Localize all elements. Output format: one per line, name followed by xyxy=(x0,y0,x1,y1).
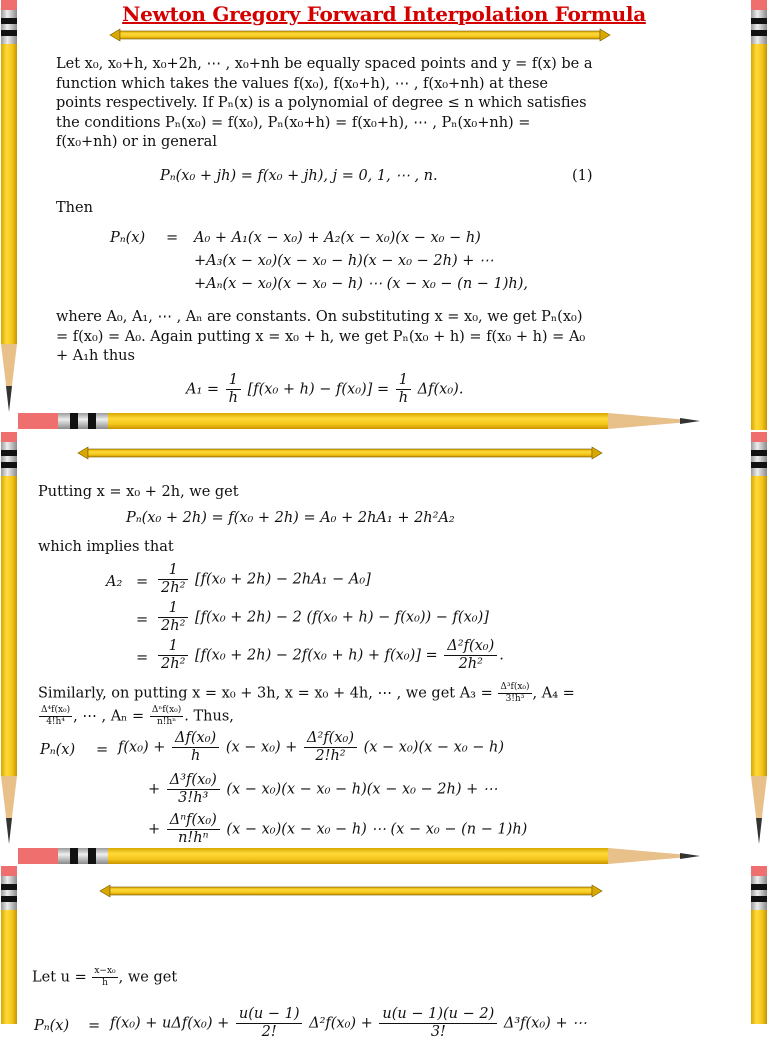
equation-1-number: (1) xyxy=(572,168,593,184)
pn-term-line-1: f(x₀) + $\frac{\text{Δf(x₀)}}{h}$ (x − x₀) + $\frac{\text{Δ²f(x₀)}}{\text{2!h²}}$ (x − x₀)(x − x₀ − h) xyxy=(118,730,505,764)
a2-lhs: A₂ xyxy=(106,574,123,590)
where-paragraph: where A₀, A₁, ⋯ , Aₙ are constants. On substituting x = x₀, we get Pₙ(x₀) = f(x₀) = A₀. Again putting x = x₀ + h, we get Pₙ(x₀ + h) = f(x₀ + h) = A₀ + A₁h thus xyxy=(56,309,586,364)
a2-line-1: $\frac{1}{\text{2h²}}$ [f(x₀ + 2h) − 2hA₁ − A₀] xyxy=(156,562,371,597)
a1-end: Δf(x₀). xyxy=(417,381,464,398)
implies-text: which implies that xyxy=(38,539,174,555)
pn-equals-3: = xyxy=(88,1018,101,1034)
page-title: Newton Gregory Forward Interpolation Formula xyxy=(122,2,646,26)
pn-u-form: f(x₀) + uΔf(x₀) + $\frac{u(u - 1)}{2!}$ Δ²f(x₀) + $\frac{u(u - 1)(u - 2)}{3!}$ Δ³f(x₀) + ⋯ xyxy=(110,1006,587,1040)
a2-line-3: $\frac{1}{\text{2h²}}$ [f(x₀ + 2h) − 2f(x₀ + h) + f(x₀)] = $\frac{\text{Δ²f(x₀)}}{\text{2h²}}$ . xyxy=(156,638,504,673)
equation-1: Pₙ(x₀ + jh) = f(x₀ + jh), j = 0, 1, ⋯ , n. xyxy=(160,168,438,184)
pn-lhs-2: Pₙ(x) xyxy=(40,742,76,758)
right-pencil-icon xyxy=(750,432,768,865)
p2h-equation: Pₙ(x₀ + 2h) = f(x₀ + 2h) = A₀ + 2hA₁ + 2h²A₂ xyxy=(126,510,455,526)
title-rail-icon xyxy=(110,28,610,42)
putting-text: Putting x = x₀ + 2h, we get xyxy=(38,484,239,500)
a1-equation xyxy=(186,372,463,407)
pn-term-line-2: + $\frac{\text{Δ³f(x₀)}}{\text{3!h³}}$ (x − x₀)(x − x₀ − h)(x − x₀ − 2h) + ⋯ xyxy=(148,772,498,806)
slide-2 xyxy=(0,432,768,865)
slide-3 xyxy=(0,866,768,1040)
a1-fraction-2: $\frac{1}{h}$ xyxy=(396,372,411,407)
pn-lhs: Pₙ(x) xyxy=(110,230,146,246)
a2-equals-2: = xyxy=(136,612,149,628)
similarly-paragraph: Similarly, on putting x = x₀ + 3h, x = x₀ + 4h, ⋯ , we get A₃ = $\frac{\text{Δ³f(x₀)}}{\text{3!h³}}$ , A₄ = $\frac{\text{Δ⁴f(x₀)}}{\text{4!h⁴}}$ , ⋯ , Aₙ = $\frac{\text{Δⁿf(x₀)}}{\text{n!hⁿ}}$ . Thus, xyxy=(38,682,575,727)
pn-equals-2: = xyxy=(96,742,109,758)
bottom-pencil-icon xyxy=(0,847,768,865)
right-pencil-icon xyxy=(750,866,768,1024)
bottom-pencil-icon xyxy=(0,412,768,430)
pn-lhs-3: Pₙ(x) xyxy=(34,1018,70,1034)
pn-equals: = xyxy=(166,230,179,246)
a1-middle: [f(x₀ + h) − f(x₀)] = xyxy=(247,381,390,398)
left-pencil-icon xyxy=(0,866,18,1024)
pn-line-3: +Aₙ(x − x₀)(x − x₀ − h) ⋯ (x − x₀ − (n − 1)h), xyxy=(194,276,529,292)
slide-1 xyxy=(0,0,768,430)
then-text: Then xyxy=(56,200,93,216)
right-pencil-icon xyxy=(750,0,768,430)
a2-equals-1: = xyxy=(136,574,149,590)
pn-term-line-3: + $\frac{\text{Δⁿf(x₀)}}{\text{n!hⁿ}}$ (x − x₀)(x − x₀ − h) ⋯ (x − x₀ − (n − 1)h) xyxy=(148,812,528,846)
a1-lhs: A₁ = xyxy=(186,381,220,398)
left-pencil-icon xyxy=(0,432,18,865)
pn-line-1: A₀ + A₁(x − x₀) + A₂(x − x₀)(x − x₀ − h) xyxy=(194,230,481,246)
left-pencil-icon xyxy=(0,0,18,430)
intro-paragraph: Let x₀, x₀+h, x₀+2h, ⋯ , x₀+nh be equally spaced points and y = f(x) be a function which takes the values f(x₀), f(x₀+h), ⋯ , f(x₀+nh) at these points respectively. If Pₙ(x) is a polynomial of degree ≤ n which satisfies the conditions Pₙ(x₀) = f(x₀), Pₙ(x₀+h) = f(x₀+h), ⋯ , Pₙ(x₀+nh) = f(x₀+nh) or in general xyxy=(56,56,593,150)
a2-line-2: $\frac{1}{\text{2h²}}$ [f(x₀ + 2h) − 2 (f(x₀ + h) − f(x₀)) − f(x₀)] xyxy=(156,600,489,635)
a2-equals-3: = xyxy=(136,650,149,666)
slide-rail-icon xyxy=(100,884,602,898)
slide-rail-icon xyxy=(78,446,602,460)
pn-line-2: +A₃(x − x₀)(x − x₀ − h)(x − x₀ − 2h) + ⋯ xyxy=(194,253,494,269)
a1-fraction: $\frac{1}{h}$ xyxy=(226,372,241,407)
let-u-text: Let u = $\frac{\text{x−x₀}}{h}$ , we get xyxy=(32,966,178,988)
